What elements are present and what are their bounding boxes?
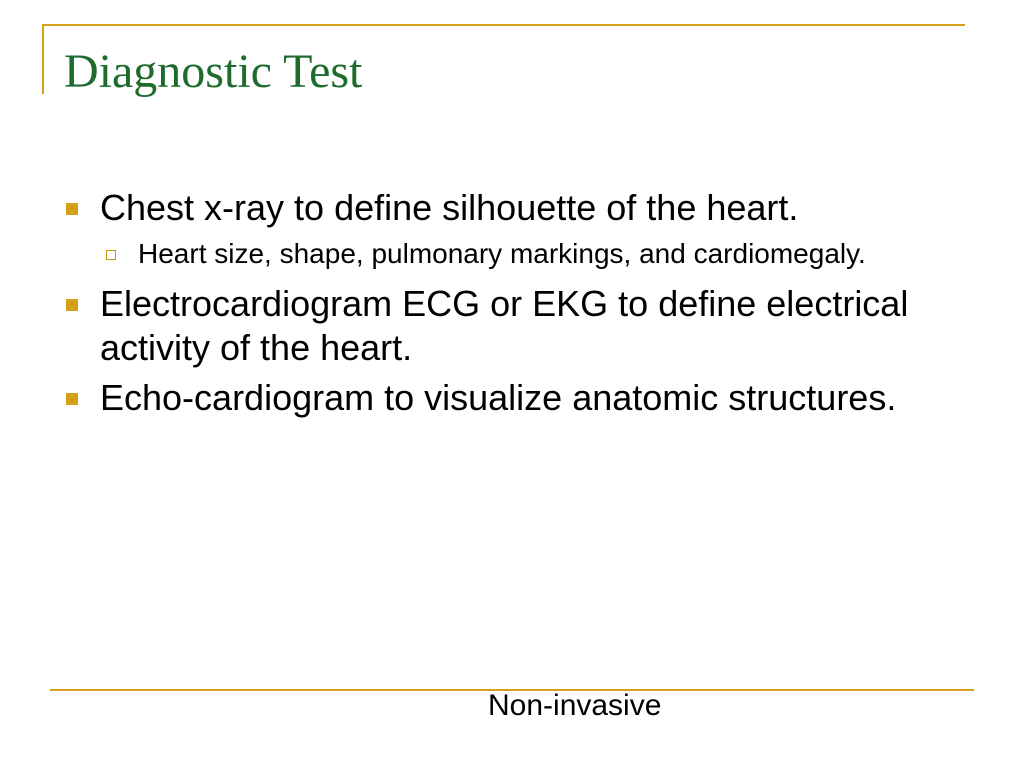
left-accent-line [42,24,44,94]
square-bullet-icon [66,203,78,215]
bullet-list [62,186,962,426]
bullet-item [62,186,962,230]
square-bullet-icon [66,299,78,311]
bullet-text: Chest x-ray to define silhouette of the heart. [100,187,799,228]
top-accent-line [42,24,965,26]
footer-note: Non-invasive [488,689,662,722]
slide-title: Diagnostic Test [64,45,363,98]
hollow-square-bullet-icon [106,250,116,260]
bullet-text: Electrocardiogram ECG or EKG to define electrical activity of the heart. [100,283,909,368]
square-bullet-icon [66,393,78,405]
bullet-item [62,376,962,420]
sub-bullet-text: Heart size, shape, pulmonary markings, and cardiomegaly. [138,238,866,269]
sub-bullet-item [62,236,962,272]
bullet-text: Echo-cardiogram to visualize anatomic structures. [100,377,897,418]
bullet-item [62,282,962,370]
